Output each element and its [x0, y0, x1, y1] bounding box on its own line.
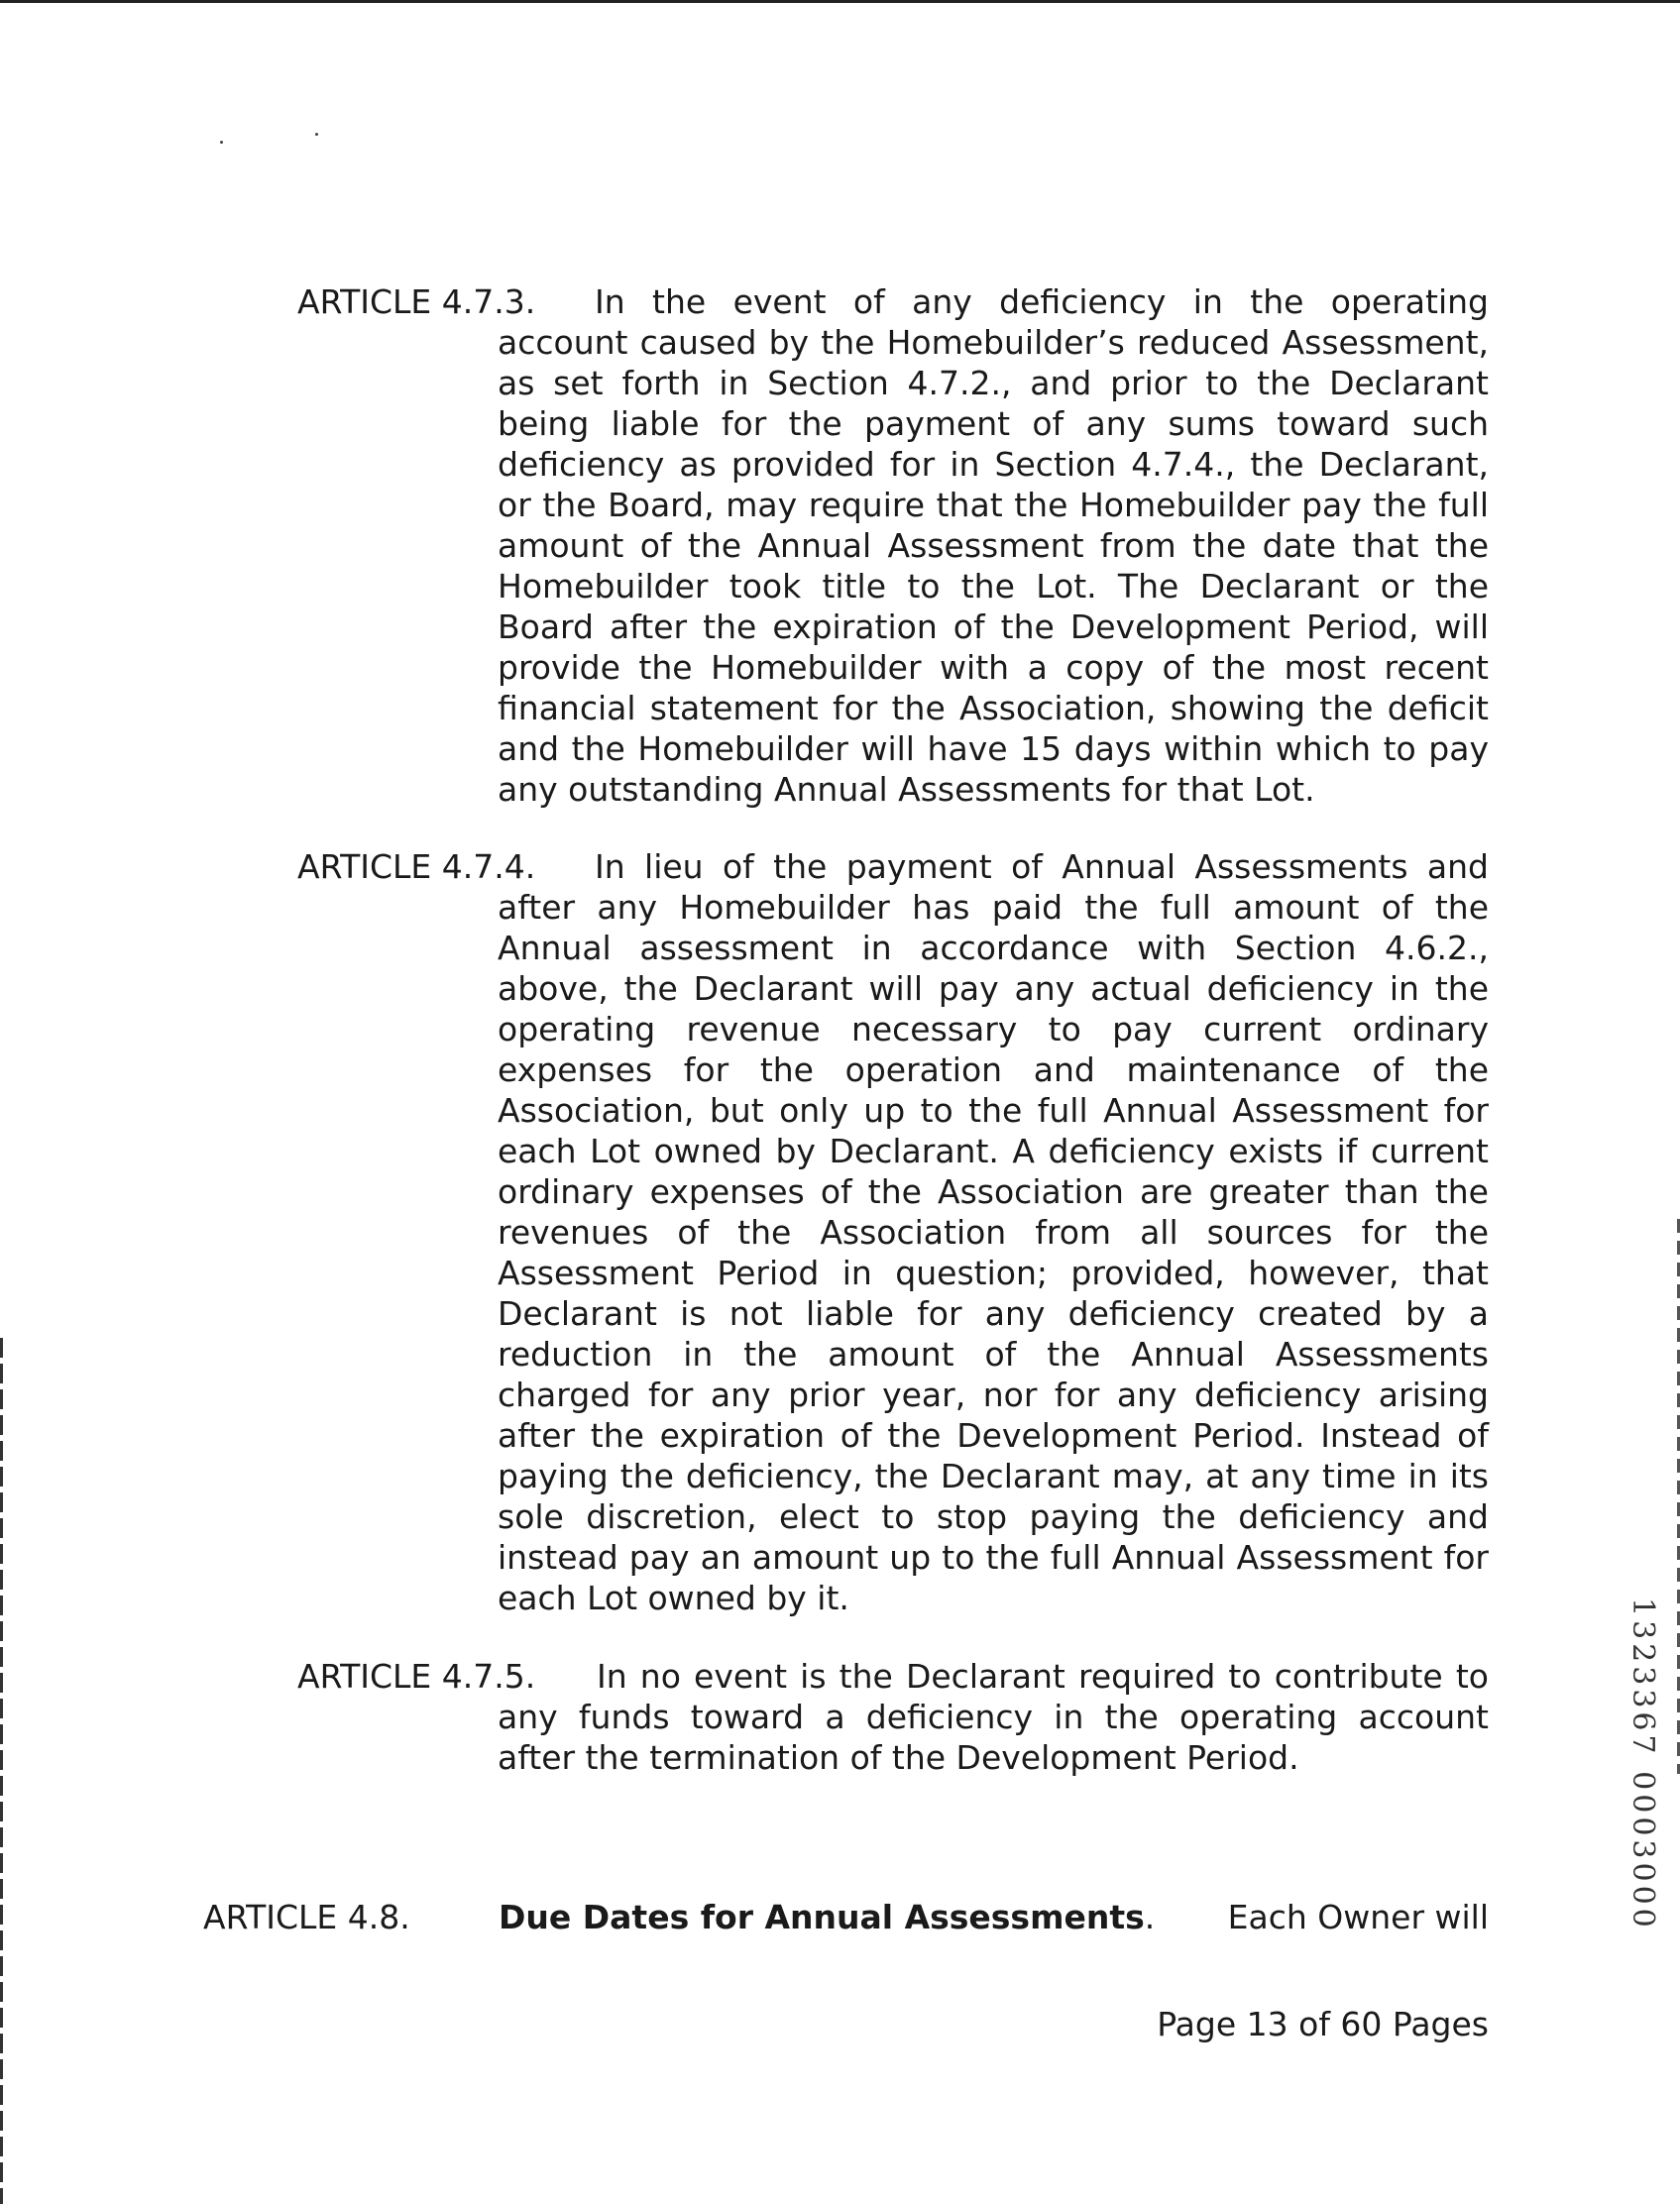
article-body: Each Owner will: [1227, 1898, 1489, 1936]
recording-stamp: 1323367 0003000: [1625, 1598, 1660, 1931]
article-label: ARTICLE 4.7.4.: [297, 847, 536, 886]
article-heading-line: [499, 1897, 1489, 1937]
page-number: Page 13 of 60 Pages: [1157, 2005, 1489, 2043]
scan-speck: [220, 141, 223, 144]
scan-speck: [315, 133, 318, 136]
article-heading: Due Dates for Annual Assessments: [499, 1898, 1145, 1936]
scan-border-top: [0, 0, 1680, 3]
article-body: In no event is the Declarant required to contribute to any funds toward a deficiency in the operating account after the termination of the Development Period.: [498, 1657, 1489, 1777]
article-body: In the event of any deficiency in the operating account caused by the Homebuilder’s reduced Assessment, as set forth in Section 4.7.2., and prior to the Declarant being liable for the payment of any sums toward such deficiency as provided for in Section 4.7.4., the Declarant, or the Board, may require that the Homebuilder pay the full amount of the Annual Assessment from the date that the Homebuilder took title to the Lot. The Declarant or the Board after the expiration of the Development Period, will provide the Homebuilder with a copy of the most recent financial statement for the Association, showing the deficit and the Homebuilder will have 15 days within which to pay any outstanding Annual Assessments for that Lot.: [498, 282, 1489, 809]
article-label: ARTICLE 4.8.: [203, 1898, 410, 1936]
heading-punctuation: .: [1144, 1898, 1156, 1936]
article-body: In lieu of the payment of Annual Assessments and after any Homebuilder has paid the full amount of the Annual assessment in accordance with Section 4.6.2., above, the Declarant will pay any actual deficiency in the operating revenue necessary to pay current ordinary expenses for the operation and maintenance of the Association, but only up to the full Annual Assessment for each Lot owned by Declarant. A deficiency exists if current ordinary expenses of the Association are greater than the revenues of the Association from all sources for the Assessment Period in question; provided, however, that Declarant is not liable for any deficiency created by a reduction in the amount of the Annual Assessments charged for any prior year, nor for any deficiency arising after the expiration of the Development Period. Instead of paying the deficiency, the Declarant may, at any time in its sole discretion, elect to stop paying the deficiency and instead pay an amount up to the full Annual Assessment for each Lot owned by it.: [498, 847, 1489, 1617]
article-label: ARTICLE 4.7.5.: [297, 1657, 536, 1696]
scan-border-left: [0, 1338, 3, 2204]
article-label: ARTICLE 4.7.3.: [297, 282, 536, 321]
